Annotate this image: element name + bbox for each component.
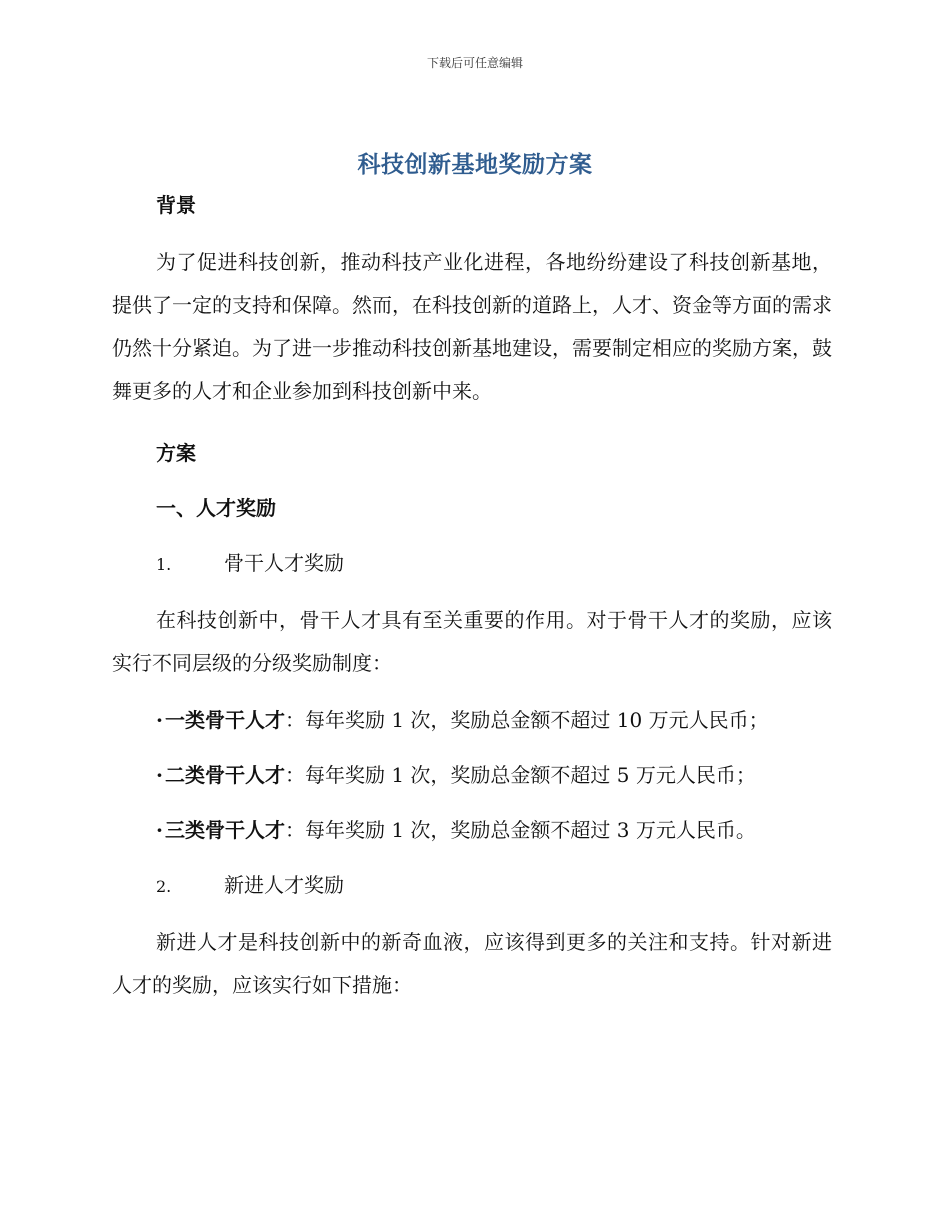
background-heading: 背景 (156, 193, 196, 217)
bullet-item (112, 758, 832, 792)
item-number: 2. (156, 877, 172, 896)
numbered-item-1 (112, 546, 832, 582)
plan-heading: 方案 (156, 441, 196, 465)
bullet-text: ：每年奖励 1 次，奖励总金额不超过 10 万元人民币； (284, 708, 769, 732)
item-number: 1. (156, 555, 172, 574)
bullet-term: 二类骨干人才 (164, 763, 285, 787)
core-talent-paragraph: 在科技创新中，骨干人才具有至关重要的作用。对于骨干人才的奖励，应该实行不同层级的分级奖励制度： (112, 608, 832, 675)
bullet-dot: · (156, 763, 163, 787)
header-note: 下载后可任意编辑 (426, 56, 523, 70)
document-title: 科技创新基地奖励方案 (357, 152, 593, 178)
bullet-dot: · (156, 708, 163, 732)
bullet-item (112, 703, 832, 737)
bullet-item (112, 813, 832, 847)
item-label: 新进人才奖励 (224, 873, 344, 897)
bullet-term: 三类骨干人才 (164, 818, 285, 842)
talent-reward-heading: 一、人才奖励 (156, 496, 276, 520)
item-label: 骨干人才奖励 (224, 551, 344, 575)
document-body (112, 188, 832, 1007)
bullet-text: ：每年奖励 1 次，奖励总金额不超过 5 万元人民币； (284, 763, 756, 787)
numbered-item-2 (112, 868, 832, 904)
bullet-term: 一类骨干人才 (164, 708, 285, 732)
bullet-dot: · (156, 818, 163, 842)
new-talent-paragraph: 新进人才是科技创新中的新奇血液，应该得到更多的关注和支持。针对新进人才的奖励，应该实行如下措施： (112, 930, 832, 997)
background-paragraph: 为了促进科技创新，推动科技产业化进程，各地纷纷建设了科技创新基地，提供了一定的支持和保障。然而，在科技创新的道路上，人才、资金等方面的需求仍然十分紧迫。为了进一步推动科技创新基地建设，需要制定相应的奖励方案，鼓舞更多的人才和企业参加到科技创新中来。 (112, 250, 832, 403)
bullet-text: ：每年奖励 1 次，奖励总金额不超过 3 万元人民币。 (284, 818, 756, 842)
